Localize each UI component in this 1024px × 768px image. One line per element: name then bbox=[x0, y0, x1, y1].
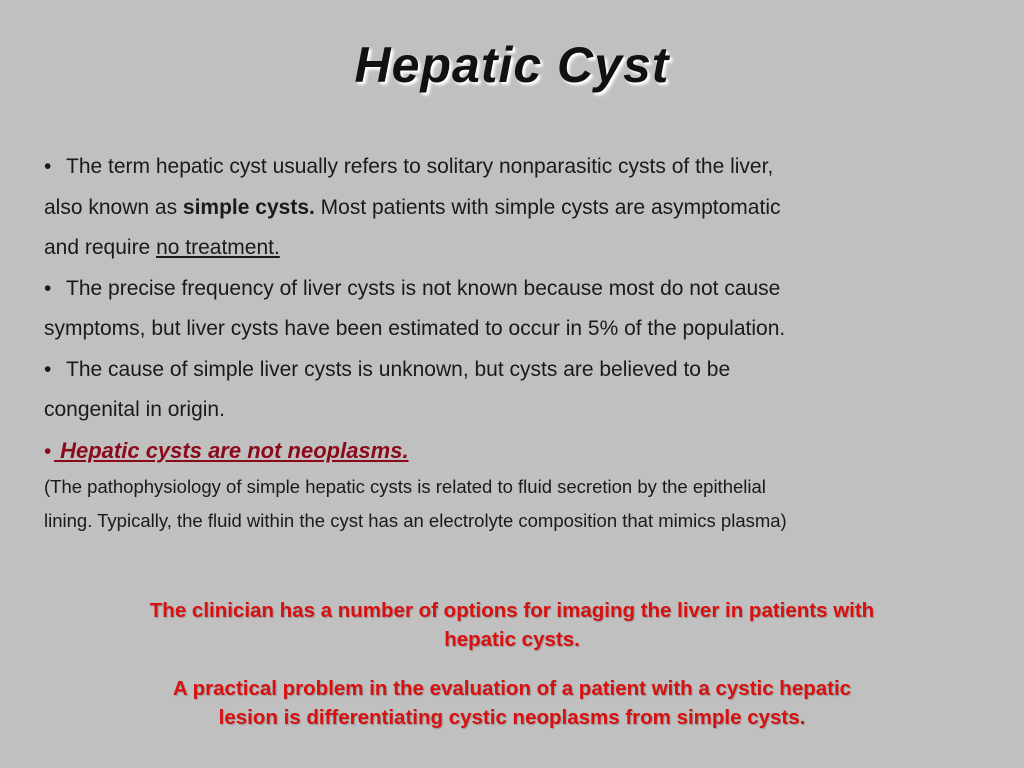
slide-title: Hepatic Cyst bbox=[354, 37, 670, 93]
callout-2-line-1: A practical problem in the evaluation of a patient with a cystic hepatic bbox=[172, 677, 852, 700]
callout-2-line-2: lesion is differentiating cystic neoplasms from simple cysts. bbox=[218, 706, 806, 729]
bullet-3-line-2: congenital in origin. bbox=[44, 398, 225, 421]
bullet-1-line-1 bbox=[44, 147, 984, 188]
bullet-marker: • bbox=[44, 357, 52, 381]
bullet-text: also known as bbox=[44, 195, 183, 219]
bullet-1-line-2 bbox=[44, 188, 984, 229]
emphasis-text: Hepatic cysts are not neoplasms. bbox=[54, 437, 409, 463]
pathophysiology-note bbox=[44, 470, 994, 538]
bullet-marker: • bbox=[44, 155, 52, 178]
note-line-2: lining. Typically, the fluid within the cyst has an electrolyte composition that mimics plasma) bbox=[44, 510, 787, 531]
underlined-term: no treatment. bbox=[156, 236, 280, 259]
bullet-1-line-3 bbox=[44, 228, 984, 269]
callout-1-line-1: The clinician has a number of options for imaging the liver in patients with bbox=[149, 599, 875, 622]
bullet-2-line-2: symptoms, but liver cysts have been estimated to occur in 5% of the population. bbox=[44, 317, 786, 340]
note-line-1: (The pathophysiology of simple hepatic cysts is related to fluid secretion by the epithelial bbox=[44, 476, 766, 497]
bold-term: simple cysts. bbox=[182, 195, 315, 219]
problem-callout bbox=[40, 674, 984, 732]
imaging-callout bbox=[40, 596, 984, 654]
bullet-marker: • bbox=[44, 276, 52, 300]
bullet-text: and require bbox=[44, 236, 157, 259]
bullet-text: Most patients with simple cysts are asymptomatic bbox=[314, 195, 781, 219]
bullet-3-line-1 bbox=[44, 350, 984, 391]
bullet-text: The precise frequency of liver cysts is not known because most do not cause bbox=[66, 276, 781, 300]
emphasis-bullet-marker: • bbox=[44, 439, 52, 463]
emphasis-line bbox=[44, 431, 984, 473]
slide-body bbox=[44, 147, 984, 472]
bullet-text: The term hepatic cyst usually refers to solitary nonparasitic cysts of the liver, bbox=[66, 155, 774, 178]
bullet-2-line-1 bbox=[44, 269, 984, 310]
callout-1-line-2: hepatic cysts. bbox=[444, 628, 580, 651]
bullet-text: The cause of simple liver cysts is unknown, but cysts are believed to be bbox=[66, 357, 731, 381]
